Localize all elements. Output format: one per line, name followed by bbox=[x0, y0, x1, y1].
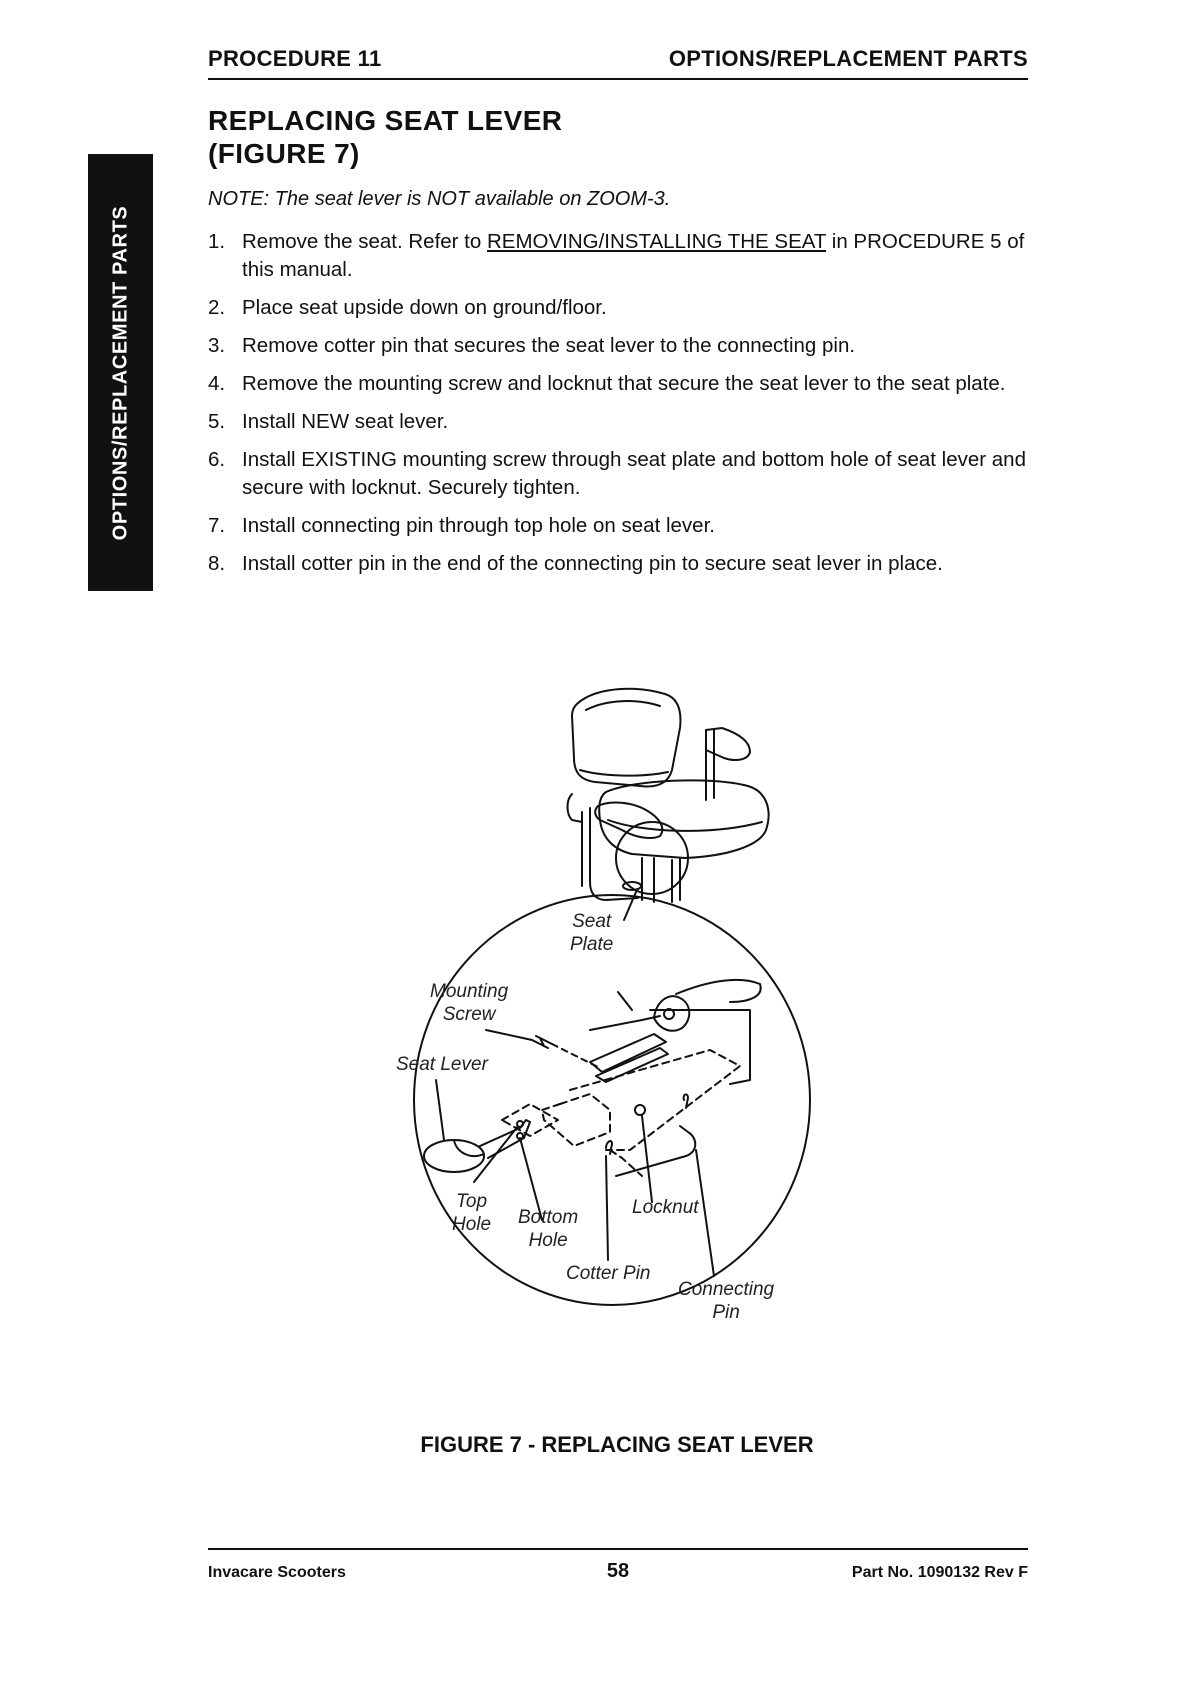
step-item bbox=[208, 408, 1038, 436]
section-note: NOTE: The seat lever is NOT available on ZOOM-3. bbox=[208, 188, 671, 210]
label-top-hole-line2: Hole bbox=[452, 1214, 492, 1235]
label-mounting-screw-line2: Screw bbox=[442, 1004, 496, 1025]
label-bottom-hole-line2: Hole bbox=[528, 1230, 568, 1251]
step-text: Remove cotter pin that secures the seat lever to the connecting pin. bbox=[242, 334, 856, 357]
step-text: Install connecting pin through top hole on seat lever. bbox=[242, 514, 715, 537]
step-item bbox=[208, 446, 1038, 502]
label-top-hole bbox=[452, 1190, 491, 1236]
step-text: Install cotter pin in the end of the connecting pin to secure seat lever in place. bbox=[242, 552, 943, 575]
step-item bbox=[208, 332, 1038, 360]
step-text-end: in PROCEDURE 5 of this manual. bbox=[242, 230, 1025, 281]
label-bottom-hole-line1: Bottom bbox=[518, 1207, 579, 1228]
footer-brand: Invacare Scooters bbox=[208, 1564, 346, 1581]
label-seat-lever: Seat Lever bbox=[396, 1054, 488, 1075]
step-number: 7. bbox=[208, 514, 226, 537]
label-locknut: Locknut bbox=[632, 1197, 699, 1218]
detail-ellipse bbox=[414, 895, 810, 1305]
step-text: Place seat upside down on ground/floor. bbox=[242, 296, 607, 319]
label-mounting-screw-line1: Mounting bbox=[430, 981, 509, 1002]
step-item bbox=[208, 370, 1038, 398]
left-armrest-shape bbox=[595, 803, 662, 838]
cross-reference-link[interactable]: REMOVING/INSTALLING THE SEAT bbox=[486, 230, 827, 253]
step-text: Remove the mounting screw and locknut that secure the seat lever to the seat plate. bbox=[242, 372, 1006, 395]
step-item bbox=[208, 228, 1038, 284]
section-title-line2: (FIGURE 7) bbox=[208, 138, 360, 169]
step-number: 3. bbox=[208, 334, 226, 357]
label-connecting-pin-line1: Connecting bbox=[678, 1279, 775, 1300]
label-seat-plate bbox=[570, 910, 613, 956]
procedure-steps bbox=[208, 228, 1038, 588]
side-section-tab bbox=[88, 154, 153, 591]
figure-caption: FIGURE 7 - REPLACING SEAT LEVER bbox=[420, 1432, 814, 1457]
step-number: 5. bbox=[208, 410, 226, 433]
step-text: Install EXISTING mounting screw through seat plate and bottom hole of seat lever and secure with locknut. Securely tighten. bbox=[242, 448, 1026, 499]
header-procedure: PROCEDURE 11 bbox=[208, 46, 382, 71]
seat-bracket-shape bbox=[590, 1034, 668, 1082]
mount-boss-shape bbox=[654, 996, 689, 1031]
label-cotter-pin: Cotter Pin bbox=[566, 1263, 651, 1284]
step-item bbox=[208, 294, 1038, 322]
step-number: 8. bbox=[208, 552, 226, 575]
side-tab-label: OPTIONS/REPLACEMENT PARTS bbox=[109, 205, 131, 540]
label-connecting-pin-line2: Pin bbox=[712, 1302, 740, 1323]
connecting-pin-shape bbox=[616, 1126, 695, 1176]
page-header bbox=[208, 44, 1028, 80]
step-number: 2. bbox=[208, 296, 226, 319]
step-number: 4. bbox=[208, 372, 226, 395]
step-text: Remove the seat. Refer to bbox=[242, 230, 487, 253]
label-bottom-hole bbox=[518, 1206, 578, 1252]
step-item bbox=[208, 550, 1038, 578]
label-mounting-screw bbox=[430, 980, 508, 1026]
step-text: Install NEW seat lever. bbox=[242, 410, 449, 433]
label-seat-plate-line2: Plate bbox=[570, 934, 614, 955]
step-number: 1. bbox=[208, 230, 226, 253]
seat-lever-figure bbox=[396, 680, 830, 1415]
section-title-line1: REPLACING SEAT LEVER bbox=[208, 105, 563, 136]
label-top-hole-line1: Top bbox=[456, 1191, 488, 1212]
seat-cushion-shape bbox=[599, 780, 768, 858]
right-armrest-shape bbox=[706, 728, 750, 760]
locknut-shape bbox=[635, 1105, 645, 1115]
label-connecting-pin bbox=[678, 1278, 774, 1324]
page-footer bbox=[208, 1548, 1028, 1590]
cotter-pin-shape bbox=[606, 1141, 612, 1154]
footer-page-number: 58 bbox=[606, 1560, 630, 1582]
footer-part-number: Part No. 1090132 Rev F bbox=[851, 1564, 1028, 1581]
header-section: OPTIONS/REPLACEMENT PARTS bbox=[668, 46, 1028, 71]
step-item bbox=[208, 512, 1038, 540]
step-number: 6. bbox=[208, 448, 226, 471]
section-title bbox=[208, 104, 562, 170]
label-seat-plate-line1: Seat bbox=[572, 911, 612, 932]
